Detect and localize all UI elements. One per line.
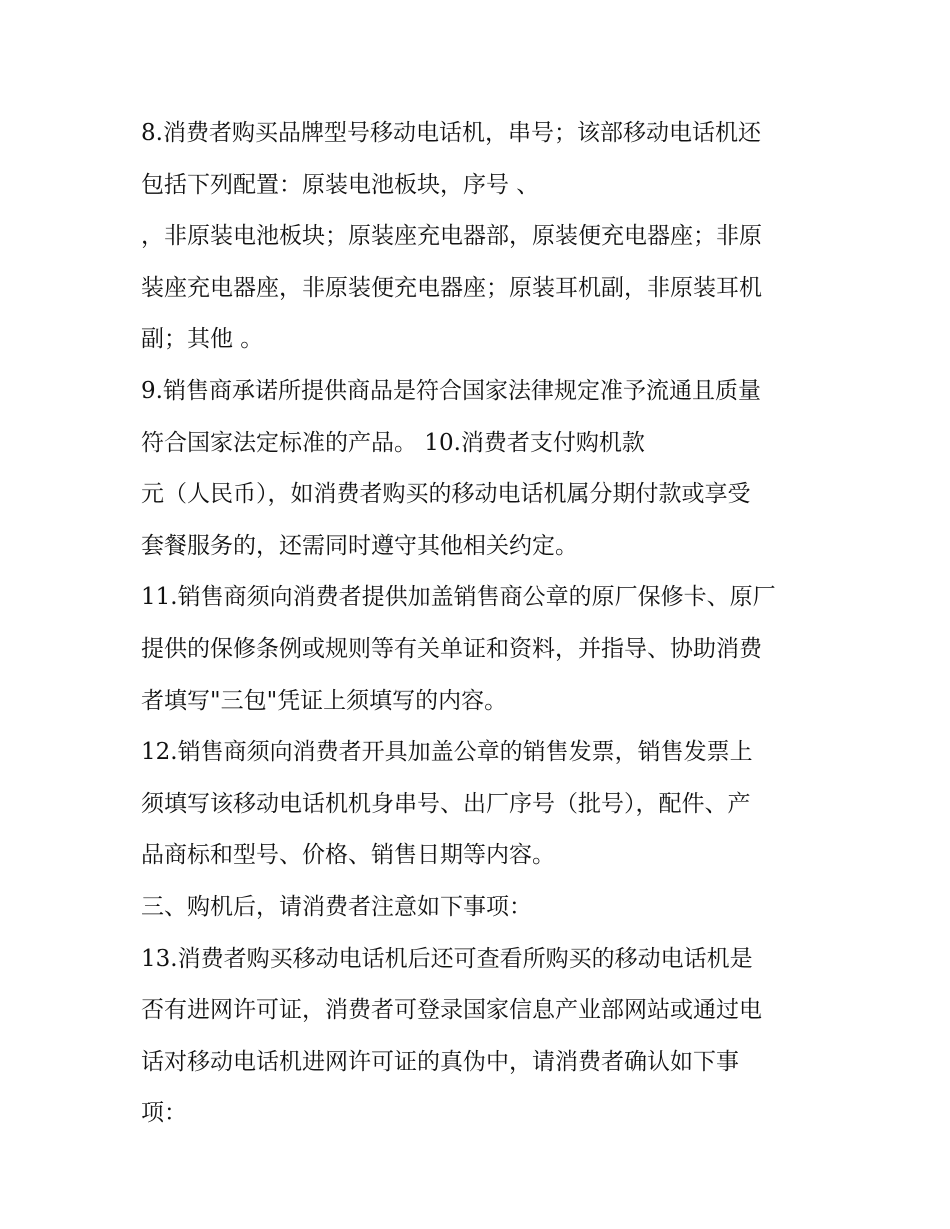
text-line: 符合国家法定标准的产品。 10.消费者支付购机款	[141, 429, 645, 456]
text-line: 元（人民币），如消费者购买的移动电话机属分期付款或享受	[141, 481, 751, 508]
text-line: 13.消费者购买移动电话机后还可查看所购买的移动电话机是	[141, 945, 753, 972]
text-line: 8.消费者购买品牌型号移动电话机，串号；该部移动电话机还	[141, 120, 761, 146]
text-line: 11.销售商须向消费者提供加盖销售商公章的原厂保修卡、原厂	[141, 584, 776, 611]
text-line: 须填写该移动电话机机身串号、出厂序号（批号），配件、产	[141, 790, 751, 817]
text-line: 项：	[141, 1100, 187, 1127]
text-line: 12.销售商须向消费者开具加盖公章的销售发票，销售发票上	[141, 739, 753, 766]
text-line: 套餐服务的，还需同时遵守其他相关约定。	[141, 532, 578, 559]
text-line: 副；其他 。	[141, 326, 264, 353]
text-line: ，非原装电池板块；原装座充电器部，原装便充电器座；非原	[141, 223, 762, 250]
text-line: 提供的保修条例或规则等有关单证和资料，并指导、协助消费	[141, 635, 762, 662]
text-line: 装座充电器座，非原装便充电器座；原装耳机副，非原装耳机	[141, 274, 762, 301]
section-heading: 三、购机后，请消费者注意如下事项：	[141, 893, 532, 920]
document-body	[141, 108, 821, 1140]
text-line: 话对移动电话机进网许可证的真伪中，请消费者确认如下事	[141, 1048, 739, 1075]
text-line: 包括下列配置：原装电池板块，序号 、	[141, 171, 540, 198]
text-line: 品商标和型号、价格、销售日期等内容。	[141, 842, 555, 869]
text-line: 者填写"三包"凭证上须填写的内容。	[141, 687, 508, 714]
text-line: 9.销售商承诺所提供商品是符合国家法律规定准予流通且质量	[141, 377, 761, 404]
text-line: 否有进网许可证，消费者可登录国家信息产业部网站或通过电	[141, 997, 762, 1024]
